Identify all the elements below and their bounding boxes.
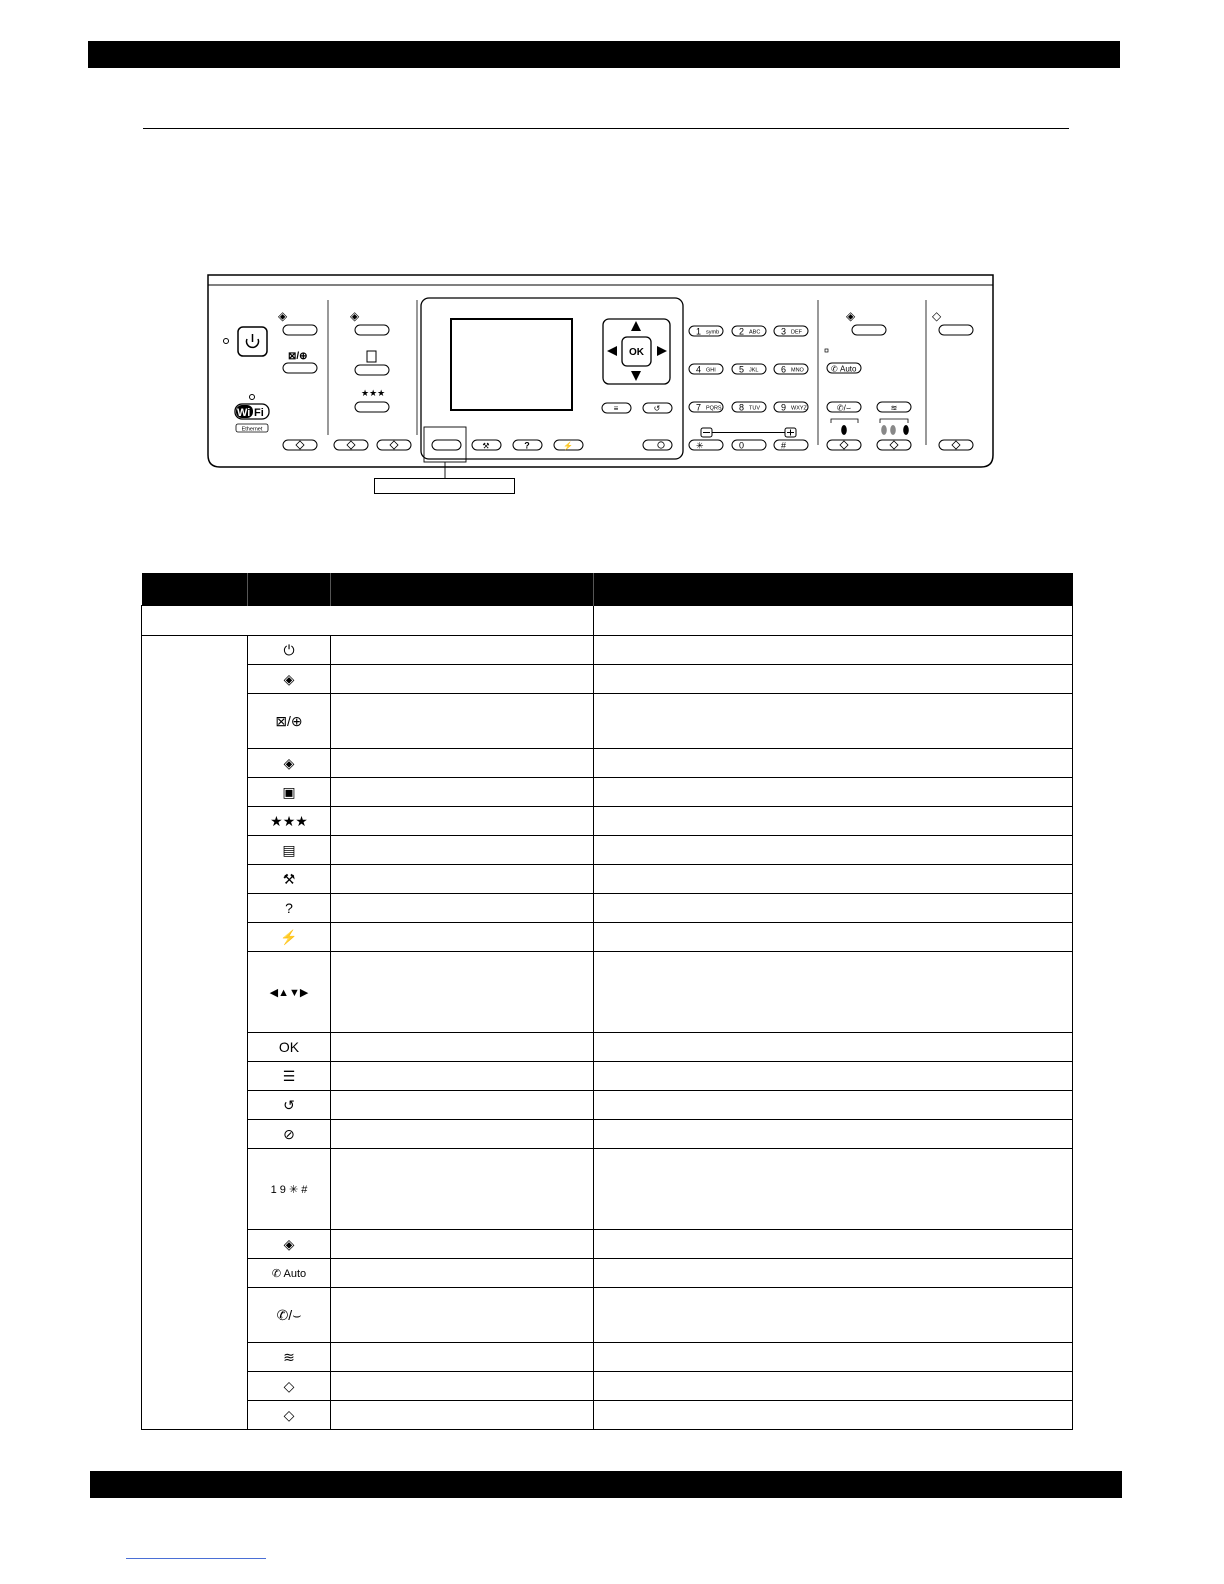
table-cell [594, 836, 1073, 865]
svg-text:✆: ✆ [831, 364, 838, 374]
table-cell [594, 1033, 1073, 1062]
table-row [142, 1062, 1073, 1091]
table-cell [142, 636, 248, 1430]
table-cell [331, 1120, 594, 1149]
table-cell [331, 636, 594, 665]
speed-dial-icon: ≋ [283, 1348, 295, 1365]
table-cell [331, 1372, 594, 1401]
keypad-digit: 9 [781, 402, 787, 413]
keypad-digit: # [781, 440, 787, 451]
table-cell [331, 694, 594, 749]
back-icon: ↺ [283, 1096, 295, 1113]
control-panel-illustration [0, 0, 1224, 520]
table-icon-cell [248, 1033, 331, 1062]
redial-pause-icon: ✆/⌣ [276, 1306, 302, 1323]
table-cell [331, 1149, 594, 1230]
ethernet-label: Ethernet [241, 426, 263, 433]
header-cell-1 [142, 573, 248, 606]
arrow-keys-icon: ◀▲▼▶ [269, 987, 309, 999]
keypad-digit: 4 [696, 364, 702, 375]
copy-zoom-icon: ⊠/⊕ [275, 712, 303, 729]
table-cell [594, 894, 1073, 923]
footer-bar [90, 1471, 1122, 1498]
svg-text:◈: ◈ [846, 309, 856, 323]
keypad-digit: 7 [696, 402, 702, 413]
table-row [142, 1259, 1073, 1288]
fax-icon: ◈ [283, 1235, 295, 1252]
table-cell [331, 1091, 594, 1120]
keypad-letters: MNO [791, 367, 804, 374]
table-icon-cell [248, 865, 331, 894]
table-icon-cell [248, 923, 331, 952]
power-icon: ⏻ [283, 641, 295, 658]
table-row [142, 1230, 1073, 1259]
table-icon-cell [248, 1091, 331, 1120]
table-icon-cell [248, 1149, 331, 1230]
keypad-digit: 3 [781, 326, 787, 337]
table-row [142, 749, 1073, 778]
keypad-digit: 5 [739, 364, 745, 375]
table-row [142, 778, 1073, 807]
table-row [142, 606, 1073, 636]
keypad-letters: symb [706, 329, 720, 336]
keypad-digit: 1 [696, 326, 702, 337]
keypad-key-0[interactable] [732, 440, 766, 450]
table-row [142, 1288, 1073, 1343]
svg-text:⊠/⊕: ⊠/⊕ [288, 351, 308, 362]
start-icon: ◇ [283, 1406, 295, 1423]
table-cell [594, 1401, 1073, 1430]
svg-text:✆/⌣: ✆/⌣ [836, 403, 852, 413]
table-cell [594, 1120, 1073, 1149]
keypad-key-✳[interactable] [689, 440, 723, 450]
svg-text:⚒: ⚒ [482, 441, 490, 451]
keypad-letters: JKL [749, 367, 759, 374]
table-cell [331, 1288, 594, 1343]
svg-text:≡: ≡ [613, 404, 619, 413]
table-cell [331, 1343, 594, 1372]
table-icon-cell [248, 778, 331, 807]
favorites-icon: ★★★ [270, 812, 308, 829]
table-cell [331, 1033, 594, 1062]
table-cell [594, 807, 1073, 836]
table-row [142, 1033, 1073, 1062]
svg-text:Fi: Fi [254, 407, 264, 419]
table-icon-cell [248, 694, 331, 749]
svg-text:Wi: Wi [237, 407, 251, 419]
header-cell-3 [331, 573, 594, 606]
table-cell [594, 778, 1073, 807]
table-icon-cell [248, 1343, 331, 1372]
table-icon-cell [248, 665, 331, 694]
svg-text:★★★: ★★★ [361, 388, 386, 398]
svg-text:◈: ◈ [350, 309, 360, 323]
shortcut-icon: ⚡ [280, 928, 298, 945]
keypad-key-#[interactable] [774, 440, 808, 450]
table-cell [594, 1259, 1073, 1288]
print-settings-icon: ▤ [282, 841, 296, 858]
table-row [142, 894, 1073, 923]
table-cell [331, 894, 594, 923]
keypad-digit: 6 [781, 364, 787, 375]
table-cell [331, 749, 594, 778]
table-icon-cell [248, 836, 331, 865]
scan-icon: ◇ [283, 1377, 295, 1394]
table-cell [594, 865, 1073, 894]
table-cell [331, 1259, 594, 1288]
table-row [142, 1120, 1073, 1149]
table-cell [594, 606, 1073, 636]
table-row [142, 1091, 1073, 1120]
auto-answer-icon: ✆ Auto [271, 1268, 307, 1280]
table-cell [331, 1062, 594, 1091]
table-cell [331, 923, 594, 952]
table-icon-cell [248, 1288, 331, 1343]
keypad-letters: DEF [791, 329, 802, 336]
auto-label: Auto [840, 364, 857, 374]
table-row [142, 1372, 1073, 1401]
lcd-screen [451, 319, 572, 410]
table-icon-cell [248, 894, 331, 923]
table-icon-cell [248, 1120, 331, 1149]
table-row [142, 636, 1073, 665]
control-panel-svg [0, 0, 1224, 520]
table-icon-cell [248, 807, 331, 836]
keypad-digit: 0 [739, 440, 745, 451]
table-cell [594, 923, 1073, 952]
keypad-letters: ABC [749, 329, 761, 336]
table-row [142, 923, 1073, 952]
table-icon-cell [248, 1401, 331, 1430]
table-cell [331, 865, 594, 894]
table-cell [594, 1343, 1073, 1372]
keypad-digit: 8 [739, 402, 745, 413]
keypad-letters: WXYZ [791, 405, 807, 412]
svg-text:◇: ◇ [932, 309, 942, 323]
table-cell [331, 836, 594, 865]
keypad-digit: 2 [739, 326, 745, 337]
callout-label-box [374, 478, 515, 494]
table-cell [594, 1288, 1073, 1343]
table-cell [594, 665, 1073, 694]
table-icon-cell [248, 1372, 331, 1401]
table-cell [594, 1062, 1073, 1091]
photo-print-icon: ▣ [282, 783, 296, 800]
svg-text:≋: ≋ [890, 403, 898, 413]
table-row [142, 836, 1073, 865]
table-row [142, 807, 1073, 836]
header-cell-4 [594, 573, 1073, 606]
keypad-letters: PQRS [706, 405, 722, 412]
table-row [142, 1401, 1073, 1430]
svg-text:⚡: ⚡ [563, 441, 573, 451]
table-icon-cell [248, 749, 331, 778]
table-row [142, 694, 1073, 749]
table-cell [594, 1091, 1073, 1120]
table-cell [594, 1372, 1073, 1401]
numeric-keypad-icon: 1 9 ✳ # [270, 1184, 308, 1196]
ok-label: OK [629, 347, 644, 358]
table-row [142, 952, 1073, 1033]
table-cell [331, 778, 594, 807]
table-icon-cell [248, 636, 331, 665]
table-cell [594, 952, 1073, 1033]
keypad-digit: ✳ [696, 440, 704, 451]
table-cell [594, 1149, 1073, 1230]
table-row [142, 1149, 1073, 1230]
table-cell [331, 665, 594, 694]
table-cell [331, 807, 594, 836]
control-panel-table [141, 573, 1073, 1430]
footer-link-underline [126, 1558, 266, 1559]
table-icon-cell [248, 952, 331, 1033]
keypad-letters: GHI [706, 367, 716, 374]
copy-icon: ◈ [283, 670, 295, 687]
keypad-letters: TUV [749, 405, 760, 412]
svg-text:↺: ↺ [653, 404, 661, 413]
table-header-row [142, 573, 1073, 606]
memory-card-icon: ◈ [283, 754, 295, 771]
table-cell [594, 1230, 1073, 1259]
table-cell [594, 694, 1073, 749]
table-cell [594, 749, 1073, 778]
table-row [142, 1343, 1073, 1372]
table-cell [142, 606, 594, 636]
stop-icon: ⊘ [283, 1125, 295, 1142]
ok-icon: OK [278, 1038, 300, 1055]
header-cell-2 [248, 573, 331, 606]
table-cell [594, 636, 1073, 665]
table-cell [331, 952, 594, 1033]
svg-text:?: ? [524, 440, 530, 451]
table-icon-cell [248, 1230, 331, 1259]
table-icon-cell [248, 1062, 331, 1091]
help-icon: ? [285, 899, 293, 916]
setup-icon: ⚒ [282, 870, 296, 887]
table-row [142, 665, 1073, 694]
menu-icon: ☰ [282, 1067, 296, 1084]
table-cell [331, 1401, 594, 1430]
table-icon-cell [248, 1259, 331, 1288]
table-row [142, 865, 1073, 894]
table-cell [331, 1230, 594, 1259]
svg-text:◈: ◈ [278, 309, 288, 323]
